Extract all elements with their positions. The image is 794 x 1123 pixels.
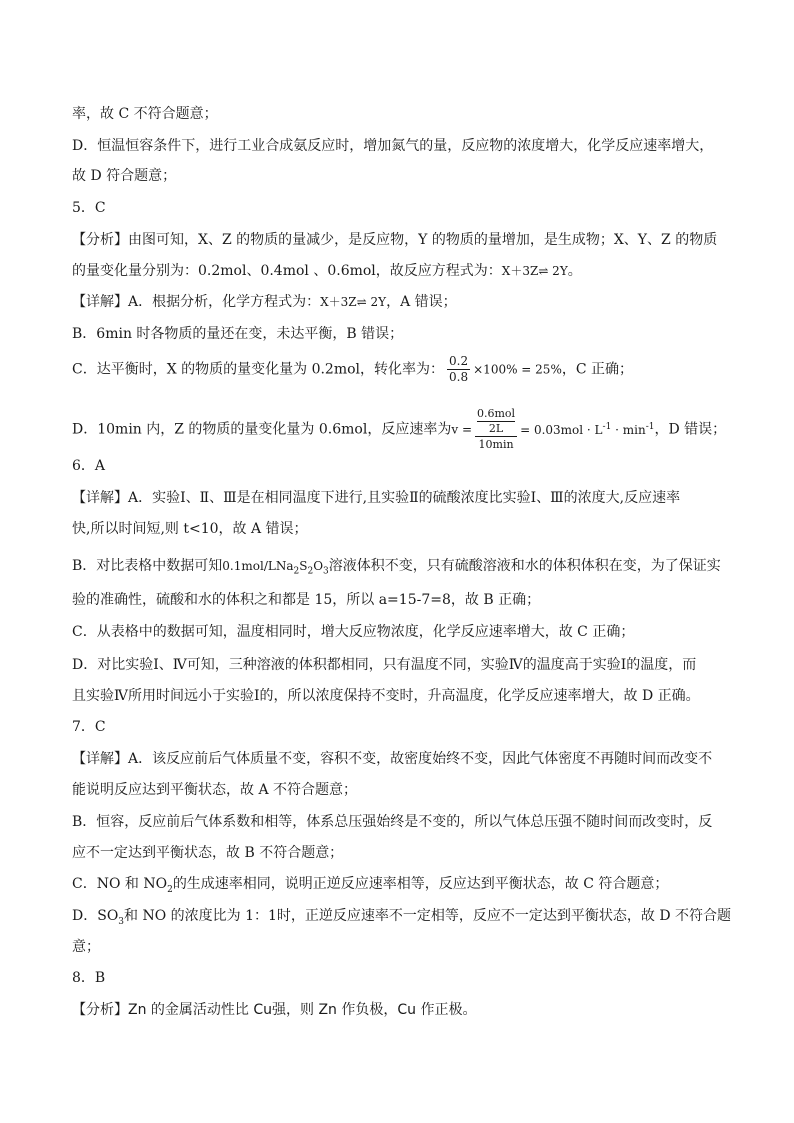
chemical-formula: [222, 559, 329, 577]
text-span: A．实验Ⅰ、Ⅱ、Ⅲ是在相同温度下进行,且实验Ⅱ的硫酸浓度比实验Ⅰ、Ⅲ的浓度大,反应速率: [128, 490, 681, 506]
text-span: D．对比实验Ⅰ、Ⅳ可知，三种溶液的体积都相同，只有温度不同，实验Ⅳ的温度高于实验Ⅰ的温度，而: [72, 657, 697, 673]
text-line: [72, 590, 734, 610]
text-span: Zn 的金属活动性比 Cu强，则 Zn 作负极，Cu 作正极。: [128, 1002, 477, 1018]
text-span: 溶液体积不变，只有硫酸溶液和水的体积体积在变，为了保证实: [328, 558, 721, 574]
text-line: [72, 937, 734, 957]
text-span: 0.1mol/LNa: [222, 559, 294, 573]
text-span: ，D 错误；: [654, 421, 727, 438]
text-span: B．恒容，反应前后气体系数和相等，体系总压强始终是不变的，所以气体总压强不随时间而改变时，反: [72, 814, 713, 830]
text-span: D．SO: [72, 908, 119, 924]
section-tag: 【详解】: [72, 490, 128, 506]
fraction: [447, 354, 470, 385]
section-tag: 【分析】: [72, 232, 128, 248]
text-span: 8．B: [72, 970, 106, 986]
text-line: [72, 556, 734, 576]
text-span: 能说明反应达到平衡状态，故 A 不符合题意；: [72, 782, 358, 798]
text-line: [72, 686, 734, 706]
subscript: 2: [307, 566, 314, 577]
subscript: 3: [118, 916, 125, 927]
superscript: -1: [602, 421, 612, 432]
text-span: 7．C: [72, 719, 106, 735]
equation: X＋3Z⇌ 2Y: [320, 295, 387, 309]
text-line: [72, 749, 734, 769]
text-span: C．达平衡时，X 的物质的量变化量为 0.2mol，转化率为：: [72, 361, 445, 378]
text-span: ，C 正确；: [561, 361, 634, 378]
text-line: [72, 166, 734, 186]
text-line: [72, 519, 734, 539]
text-line: [72, 874, 734, 894]
inner-fraction: [477, 407, 515, 436]
text-span: 意；: [72, 939, 100, 955]
text-line: [72, 230, 734, 250]
text-line: [72, 136, 734, 156]
text-span: C．从表格中的数据可知，温度相同时，增大反应物浓度，化学反应速率增大，故 C 正确；: [72, 624, 635, 640]
text-line: [72, 407, 734, 452]
section-tag: 【分析】: [72, 1002, 128, 1018]
text-line: [72, 843, 734, 863]
text-line: [72, 906, 734, 926]
section-tag: 【详解】: [72, 751, 128, 767]
equation: X＋3Z⇌ 2Y: [501, 264, 568, 278]
fraction-numerator: [475, 407, 517, 437]
equation: ×100% = 25%: [473, 362, 562, 377]
text-span: 验的准确性，硫酸和水的体积之和都是 15，所以 a=15-7=8，故 B 正确；: [72, 592, 541, 608]
text-span: O: [313, 559, 324, 573]
text-span: A．该反应前后气体质量不变，容积不变，故密度始终不变，因此气体密度不再随时间而改变不: [128, 751, 713, 767]
text-line: [72, 1000, 734, 1020]
text-span: 。: [567, 263, 582, 279]
text-span: 的量变化量分别为：0.2mol、0.4mol 、0.6mol，故反应方程式为：: [72, 263, 502, 279]
inner-denominator: 2L: [488, 422, 504, 435]
text-span: B．6min 时各物质的量还在变，未达平衡，B 错误；: [72, 326, 404, 342]
equation: [520, 423, 654, 437]
text-span: 的生成速率相同，说明正逆反应速率相等，反应达到平衡状态，故 C 符合题意；: [172, 876, 669, 892]
superscript: -1: [645, 421, 655, 432]
text-span: D．10min 内，Z 的物质的量变化量为 0.6mol，反应速率为: [72, 421, 452, 438]
text-line: [72, 622, 734, 642]
text-line: [72, 812, 734, 832]
text-span: B．对比表格中数据可知: [72, 558, 223, 574]
fraction-numerator: 0.2: [449, 354, 469, 368]
text-span: 快,所以时间短,则 t<10，故 A 错误；: [72, 521, 308, 537]
question-number: [72, 968, 734, 988]
text-span: S: [299, 559, 308, 573]
text-span: C．NO 和 NO: [72, 876, 168, 892]
text-span: 率，故 C 不符合题意；: [72, 106, 218, 122]
inner-numerator: 0.6mol: [477, 407, 516, 420]
text-line: [72, 354, 734, 385]
text-span: · min: [611, 422, 646, 437]
text-span: 和 NO 的浓度比为 1：1时，正逆反应速率不一定相等，反应不一定达到平衡状态，故 D 不符合题: [124, 908, 732, 924]
text-line: [72, 292, 734, 312]
text-line: [72, 488, 734, 508]
text-span: 6．A: [72, 458, 106, 474]
fraction: [475, 407, 517, 452]
text-span: 5．C: [72, 200, 106, 216]
fraction-denominator: 0.8: [449, 370, 469, 384]
question-number: [72, 456, 734, 476]
text-span: 由图可知，X、Z 的物质的量减少，是反应物，Y 的物质的量增加，是生成物；X、Y、Z 的物质: [128, 232, 718, 248]
subscript: 3: [323, 566, 329, 577]
text-span: = 0.03mol · L: [520, 422, 603, 437]
text-line: [72, 261, 734, 281]
question-number: [72, 717, 734, 737]
text-span: 故 D 符合题意；: [72, 168, 177, 184]
text-span: ，A 错误；: [386, 294, 457, 310]
text-line: [72, 324, 734, 344]
text-line: [72, 780, 734, 800]
question-number: [72, 198, 734, 218]
text-span: 且实验Ⅳ所用时间远小于实验Ⅰ的，所以浓度保持不变时，升高温度，化学反应速率增大，故 D 正确。: [72, 688, 700, 704]
subscript: 2: [293, 566, 300, 577]
text-span: D．恒温恒容条件下，进行工业合成氨反应时，增加氮气的量，反应物的浓度增大，化学反应速率增大，: [72, 138, 714, 154]
subscript: 2: [167, 884, 173, 895]
text-line: [72, 655, 734, 675]
text-span: 应不一定达到平衡状态，故 B 不符合题意；: [72, 845, 344, 861]
section-tag: 【详解】: [72, 294, 128, 310]
fraction-denominator: 10min: [478, 438, 514, 451]
equation: v =: [451, 422, 472, 437]
text-line: [72, 104, 734, 124]
text-span: A．根据分析，化学方程式为：: [128, 294, 321, 310]
